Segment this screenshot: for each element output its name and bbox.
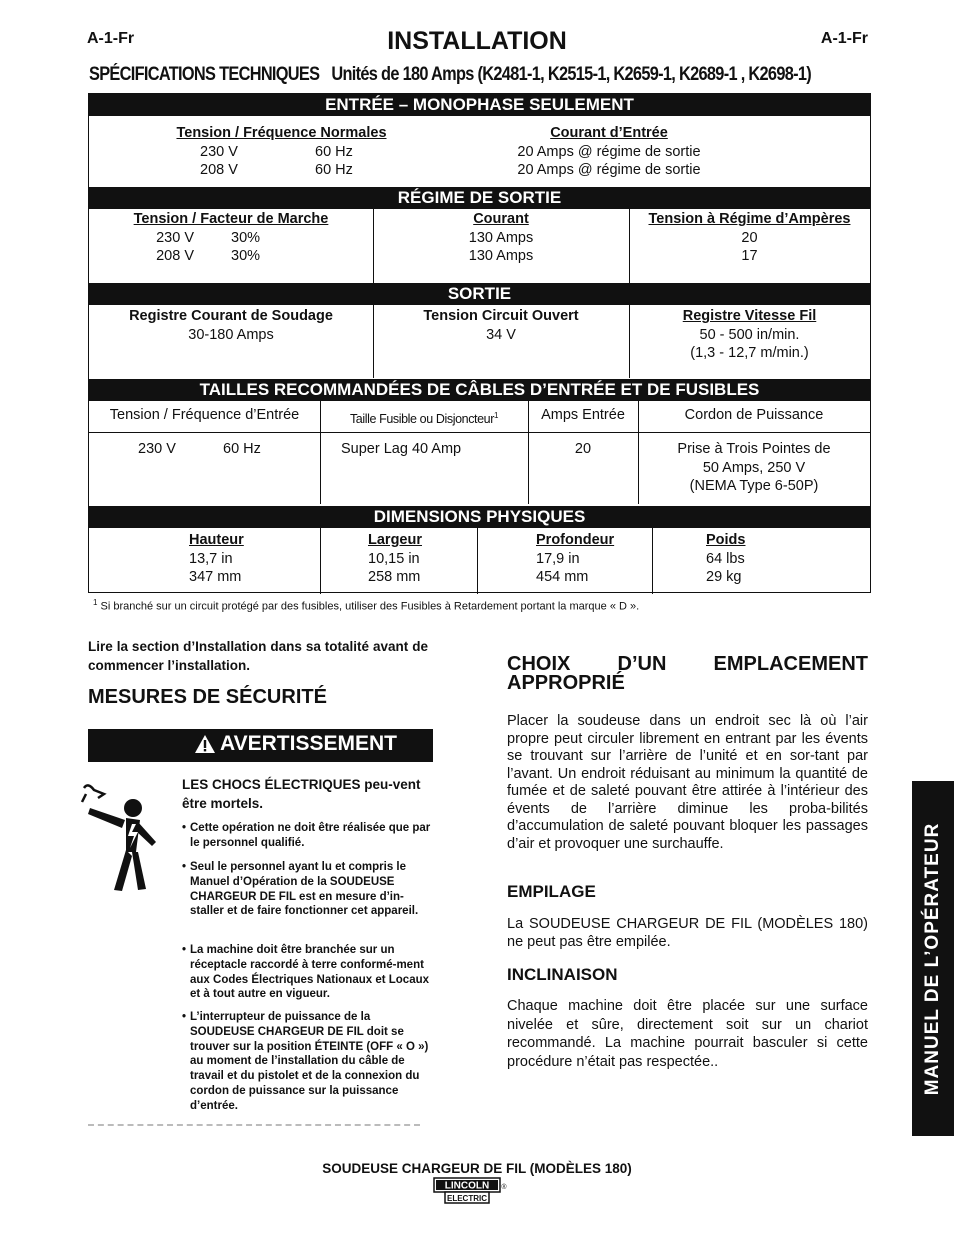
warning-bullet: • Seul le personnel ayant lu et compris le Manuel d’Opération de la SOUDEUSE CHARGEUR DE FIL est en mesure d’in-staller et de faire fonctionner cet appareil. <box>182 861 419 918</box>
rated-voltage-header: Tension / Facteur de Marche <box>133 211 329 227</box>
height-cell: Hauteur 13,7 in 347 mm <box>189 532 244 585</box>
operator-manual-tab-label: MANUEL DE L’OPÉRATEUR <box>922 822 943 1095</box>
weight-header: Poids <box>706 532 746 548</box>
input-voltage-value: 230 V <box>200 143 238 160</box>
rated-amps-voltage-value: 17 <box>741 248 758 264</box>
rated-current-value: 130 Amps <box>468 248 534 264</box>
input-current-value: 20 Amps @ régime de sortie <box>517 162 701 178</box>
rated-amps-voltage-value: 20 <box>741 229 758 246</box>
weight-cell: Poids 64 lbs 29 kg <box>706 532 746 585</box>
input-voltage-cell <box>89 124 474 180</box>
stacking-body: La SOUDEUSE CHARGEUR DE FIL (MODÈLES 180) ne peut pas être empilée. <box>507 916 868 950</box>
wire-speed-cell <box>629 307 870 363</box>
wire-speed-header: Registre Vitesse Fil <box>682 308 817 324</box>
rated-duty-value: 30% <box>231 229 261 246</box>
footnote: $^1$ Si branché sur un circuit protégé par des fusibles, utiliser des Fusibles à Retardement portant la marque « D ». <box>93 598 640 613</box>
open-circuit-cell <box>373 307 629 344</box>
location-title: CHOIX D’UN EMPLACEMENT APPROPRIÉ <box>507 653 868 694</box>
width-cell: Largeur 10,15 in 258 mm <box>368 532 422 585</box>
rated-voltage-value: 230 V <box>156 229 194 246</box>
input-current-cell <box>474 124 744 180</box>
warning-bullet: • L’interrupteur de puissance de la SOUDEUSE CHARGEUR DE FIL doit se trouver sur la position ÉTEINTE (OFF « O ») au moment de l’installation du câble de travail et du pistolet et de la connexion du cordon de puissance sur la puissance d’entrée. <box>182 1011 429 1112</box>
input-frequency-value: 60 Hz <box>315 162 353 178</box>
welding-range-cell <box>89 307 373 344</box>
rated-amps-voltage-cell <box>629 210 870 266</box>
height-header: Hauteur <box>189 532 244 548</box>
welding-range-header: Registre Courant de Soudage <box>129 308 333 324</box>
svg-text:ELECTRIC: ELECTRIC <box>447 1194 487 1203</box>
rated-amps-voltage-header: Tension à Régime d’Ampères <box>648 211 851 227</box>
cable-frequency-value: 60 Hz <box>223 441 261 457</box>
input-voltage-header: Tension / Fréquence Normales <box>176 125 387 141</box>
rated-duty-value: 30% <box>231 248 261 264</box>
output-bar: SORTIE <box>89 283 870 305</box>
tilting-body: Chaque machine doit être placée sur une surface nivelée et sûre, directement soit sur un chariot recommandé. La machine pourrait basculer si cette procédure n’était pas respectée.. <box>507 998 868 1070</box>
spec-table <box>88 93 871 593</box>
rated-current-value: 130 Amps <box>468 229 534 246</box>
width-header: Largeur <box>368 532 422 548</box>
rated-voltage-value: 208 V <box>156 248 194 264</box>
wire-speed-value: 50 - 500 in/min. <box>699 326 800 343</box>
cable-amps-header: Amps Entrée <box>541 407 625 423</box>
cable-cord-header: Cordon de Puissance <box>684 407 824 423</box>
spec-heading-models: Unités de 180 Amps (K2481-1, K2515-1, K2659-1, K2689-1 , K2698-1) <box>331 64 812 85</box>
warning-triangle-icon <box>194 734 216 754</box>
warning-label: AVERTISSEMENT <box>220 732 397 755</box>
operator-manual-tab <box>912 781 954 1136</box>
intro-note: Lire la section d’Installation dans sa totalité avant de commencer l’installation. <box>88 639 428 673</box>
cable-fuse-value: Super Lag 40 Amp <box>341 441 462 457</box>
rated-current-header: Courant <box>473 211 529 227</box>
input-voltage-value: 208 V <box>200 162 238 178</box>
depth-header: Profondeur <box>536 532 615 548</box>
cable-fuse-header: Taille Fusible ou Disjoncteur$^1$ <box>349 411 499 427</box>
welding-range-value: 30-180 Amps <box>188 326 274 343</box>
cable-amps-value: 20 <box>574 441 592 457</box>
lincoln-electric-logo <box>433 1177 509 1207</box>
rated-voltage-cell <box>89 210 373 266</box>
cables-bar: TAILLES RECOMMANDÉES DE CÂBLES D’ENTRÉE ET DE FUSIBLES <box>89 379 870 401</box>
spec-heading-title: SPÉCIFICATIONS TECHNIQUES <box>89 64 320 85</box>
cable-voltage-value: 230 V <box>138 441 176 457</box>
shock-warning-title: LES CHOCS ÉLECTRIQUES peu-vent être mortels. <box>182 777 421 811</box>
electric-shock-icon <box>78 780 170 892</box>
depth-cell: Profondeur 17,9 in 454 mm <box>536 532 615 585</box>
cable-cord-value: Prise à Trois Pointes de 50 Amps, 250 V (NEMA Type 6-50P) <box>677 441 831 494</box>
input-bar: ENTRÉE – MONOPHASE SEULEMENT <box>89 94 870 116</box>
dashed-divider <box>88 1124 420 1126</box>
page-title: INSTALLATION <box>387 27 567 55</box>
open-circuit-value: 34 V <box>486 326 516 343</box>
input-current-value: 20 Amps @ régime de sortie <box>517 143 701 160</box>
page-code-right: A-1-Fr <box>820 30 868 47</box>
rated-output-bar: RÉGIME DE SORTIE <box>89 187 870 209</box>
open-circuit-header: Tension Circuit Ouvert <box>423 308 579 324</box>
page-code-left: A-1-Fr <box>87 30 135 47</box>
input-current-header: Courant d’Entrée <box>550 125 668 141</box>
spec-heading <box>89 64 811 86</box>
stacking-title: EMPILAGE <box>507 882 596 901</box>
tilting-title: INCLINAISON <box>507 965 618 984</box>
input-frequency-value: 60 Hz <box>315 143 353 160</box>
svg-text:®: ® <box>501 1184 507 1191</box>
svg-text:LINCOLN: LINCOLN <box>444 1180 490 1192</box>
warning-bullet: • Cette opération ne doit être réalisée que par le personnel qualifié. <box>182 822 431 849</box>
warning-bullet: • La machine doit être branchée sur un réceptacle raccordé à terre conformé-ment aux Codes Électriques Nationaux et Locaux et à tout autre en vigueur. <box>182 944 430 1001</box>
footer-title: SOUDEUSE CHARGEUR DE FIL (MODÈLES 180) <box>322 1161 632 1176</box>
rated-current-cell <box>373 210 629 266</box>
location-body: Placer la soudeuse dans un endroit sec là où l’air propre peut circuler librement en entrant par les évents se trouvant sur l’arrière de l’unité et en sor-tant par l’avant. Un endroit réduisant au minimum la quantité de fumée et de saleté pouvant être attirée à l’intérieur des évents de l’arrière diminue les proba-bilités d’accumulation de saleté pouvant bloquer les passages d’air et provoquer une surchauffe. <box>507 713 868 852</box>
cable-voltage-header: Tension / Fréquence d’Entrée <box>109 407 300 423</box>
dimensions-bar: DIMENSIONS PHYSIQUES <box>89 506 870 528</box>
wire-speed-value: (1,3 - 12,7 m/min.) <box>690 345 809 361</box>
warning-banner <box>88 729 433 762</box>
safety-title: MESURES DE SÉCURITÉ <box>88 686 327 708</box>
